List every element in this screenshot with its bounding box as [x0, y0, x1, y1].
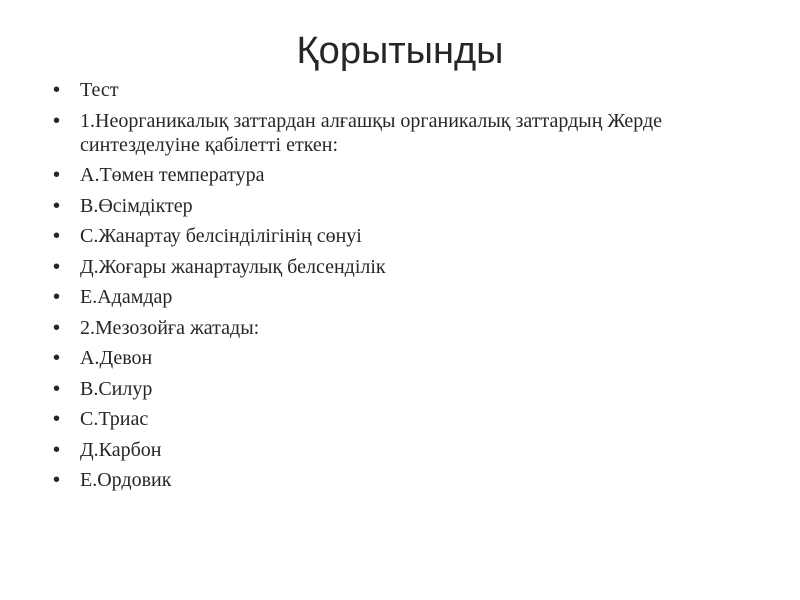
bullet-item-question-2: [40, 316, 740, 340]
bullet-text: С.Триас: [80, 408, 149, 430]
slide-title: Қорытынды: [296, 30, 504, 72]
bullet-item-answer-a: [40, 163, 740, 187]
bullet-dot-icon: •: [53, 255, 61, 278]
bullet-text: Д.Карбон: [80, 438, 162, 461]
bullet-dot-icon: •: [53, 286, 61, 308]
bullet-dot-icon: •: [53, 469, 61, 491]
bullet-item-answer-b: [40, 194, 740, 218]
bullet-text: 2.Мезозойға жатады:: [80, 316, 260, 339]
bullet-dot-icon: •: [53, 194, 61, 217]
bullet-dot-icon: •: [53, 316, 61, 339]
bullet-item-answer-e: [40, 468, 740, 492]
bullet-list: [40, 78, 740, 499]
bullet-item-answer-a: [40, 346, 740, 370]
bullet-dot-icon: •: [53, 164, 61, 186]
bullet-dot-icon: •: [53, 225, 61, 247]
bullet-item-question-1: [40, 109, 740, 157]
bullet-text: В.Силур: [80, 377, 153, 400]
bullet-item-answer-d: [40, 438, 740, 462]
bullet-item-answer-e: [40, 285, 740, 309]
bullet-text: С.Жанартау белсінділігінің сөнуі: [80, 225, 362, 247]
bullet-dot-icon: •: [53, 79, 61, 101]
bullet-text: Е.Адамдар: [80, 286, 173, 308]
bullet-item-answer-c: [40, 407, 740, 431]
bullet-text: Д.Жоғары жанартаулық белсенділік: [80, 255, 386, 278]
bullet-dot-icon: •: [53, 377, 61, 400]
bullet-item-answer-c: [40, 224, 740, 248]
bullet-item-answer-b: [40, 377, 740, 401]
bullet-text: А.Девон: [80, 347, 153, 369]
bullet-dot-icon: •: [53, 347, 61, 369]
bullet-text: В.Өсімдіктер: [80, 194, 193, 217]
bullet-item-answer-d: [40, 255, 740, 279]
bullet-dot-icon: •: [53, 438, 61, 461]
bullet-text: Е.Ордовик: [80, 469, 172, 491]
bullet-dot-icon: •: [53, 408, 61, 430]
bullet-dot-icon: •: [53, 109, 61, 132]
bullet-item-test: [40, 78, 740, 102]
bullet-text: Тест: [80, 79, 119, 101]
bullet-text: А.Төмен температура: [80, 164, 265, 186]
bullet-text: 1.Неорганикалық заттардан алғашқы органикалық заттардың Жерде синтезделуіне қабілетті еткен:: [80, 109, 663, 156]
